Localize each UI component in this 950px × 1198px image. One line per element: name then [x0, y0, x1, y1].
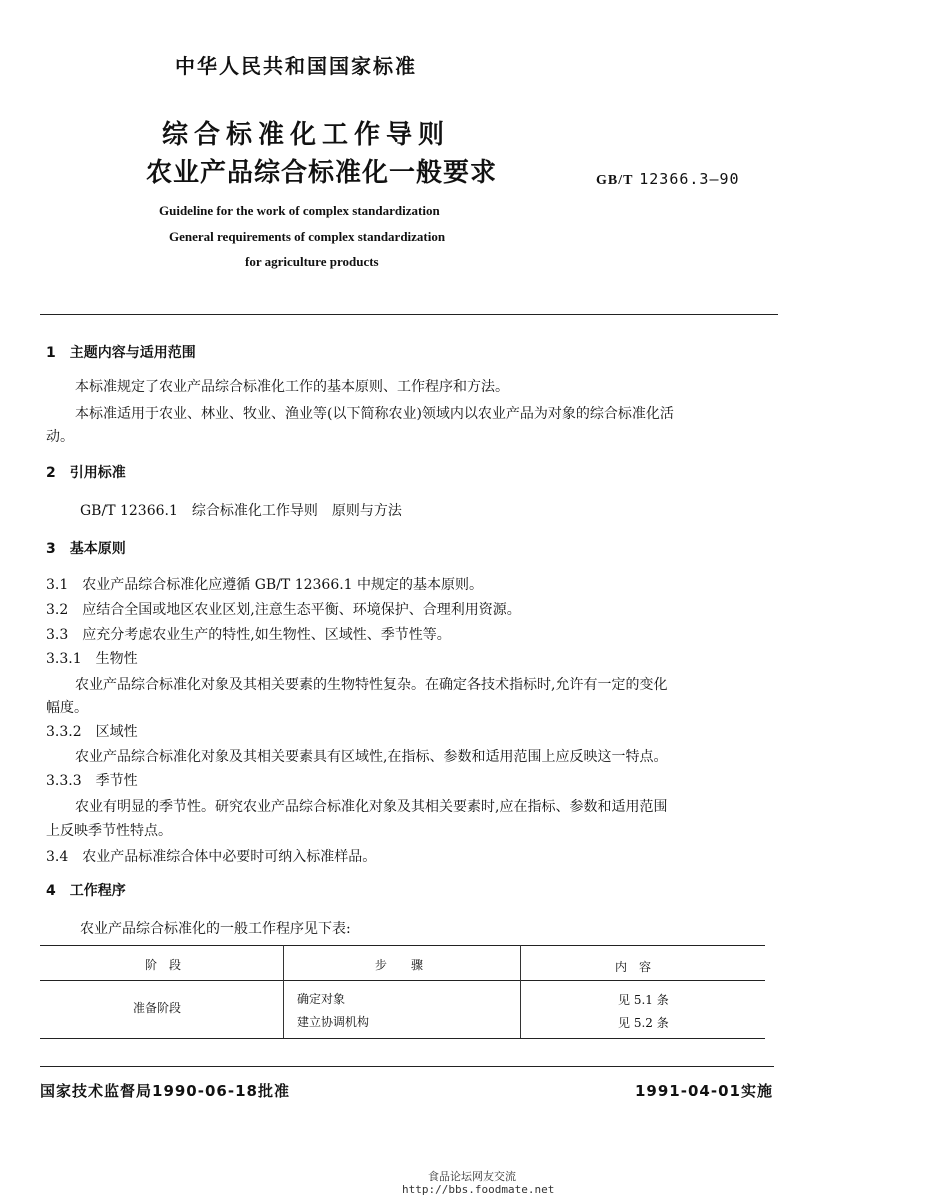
section-2-reference: GB/T 12366.1 综合标准化工作导则 原则与方法	[80, 503, 402, 519]
section-3-heading: 3 基本原则	[46, 541, 126, 557]
table-column-divider-2	[520, 945, 521, 1038]
section-2-heading: 2 引用标准	[46, 465, 126, 481]
standard-code	[596, 170, 740, 189]
section-1-paragraph-1: 本标准规定了农业产品综合标准化工作的基本原则、工作程序和方法。	[75, 379, 509, 395]
approval-date: 国家技术监督局1990-06-18批准	[40, 1082, 290, 1100]
table-header-stage: 阶 段	[145, 958, 182, 972]
table-cell-content-1: 见 5.1 条	[618, 993, 669, 1007]
clause-3-3-3-heading: 3.3.3 季节性	[46, 773, 138, 789]
watermark-line-2: http://bbs.foodmate.net	[402, 1183, 555, 1196]
table-header-rule	[40, 980, 765, 981]
section-1-heading: 1 主题内容与适用范围	[46, 345, 196, 361]
clause-3-4: 3.4 农业产品标准综合体中必要时可纳入标准样品。	[46, 849, 377, 865]
clause-3-3-3-paragraph-a: 农业有明显的季节性。研究农业产品综合标准化对象及其相关要素时,应在指标、参数和适用范围	[75, 799, 668, 815]
document-title-line1: 综合标准化工作导则	[162, 120, 451, 150]
clause-3-3-1-heading: 3.3.1 生物性	[46, 651, 138, 667]
clause-3-3-1-paragraph-b: 幅度。	[46, 700, 88, 716]
watermark-line-1: 食品论坛网友交流	[428, 1170, 516, 1183]
english-title-line3: for agriculture products	[245, 254, 379, 269]
section-1-paragraph-2a: 本标准适用于农业、林业、牧业、渔业等(以下简称农业)领域内以农业产品为对象的综合标准化活	[75, 406, 674, 422]
table-cell-step-1: 确定对象	[297, 992, 346, 1006]
effective-date: 1991-04-01实施	[635, 1082, 773, 1100]
table-cell-step-2: 建立协调机构	[297, 1015, 370, 1029]
english-title-line1: Guideline for the work of complex standardization	[159, 203, 440, 218]
table-cell-stage: 准备阶段	[133, 1001, 182, 1015]
standard-code-prefix: GB/T	[596, 173, 634, 188]
clause-3-1: 3.1 农业产品综合标准化应遵循 GB/T 12366.1 中规定的基本原则。	[46, 577, 484, 593]
clause-3-3-2-heading: 3.3.2 区域性	[46, 724, 138, 740]
section-4-intro: 农业产品综合标准化的一般工作程序见下表:	[80, 921, 351, 937]
table-header-content: 内 容	[615, 960, 652, 974]
clause-3-3: 3.3 应充分考虑农业生产的特性,如生物性、区域性、季节性等。	[46, 627, 451, 643]
clause-3-3-1-paragraph-a: 农业产品综合标准化对象及其相关要素的生物特性复杂。在确定各技术指标时,允许有一定的变化	[75, 677, 668, 693]
document-title-line2: 农业产品综合标准化一般要求	[146, 158, 498, 188]
section-1-paragraph-2b: 动。	[46, 429, 74, 445]
clause-3-3-2-paragraph: 农业产品综合标准化对象及其相关要素具有区域性,在指标、参数和适用范围上应反映这一特点。	[75, 749, 668, 765]
table-bottom-rule	[40, 1038, 765, 1039]
table-top-rule	[40, 945, 765, 946]
clause-3-2: 3.2 应结合全国或地区农业区划,注意生态平衡、环境保护、合理利用资源。	[46, 602, 521, 618]
clause-3-3-3-paragraph-b: 上反映季节性特点。	[46, 823, 172, 839]
header-divider	[40, 314, 778, 315]
table-column-divider-1	[283, 945, 284, 1038]
footer-divider	[40, 1066, 774, 1067]
english-title-line2: General requirements of complex standardization	[169, 229, 446, 244]
section-4-heading: 4 工作程序	[46, 883, 126, 899]
standard-code-number: 12366.3—90	[639, 170, 740, 188]
table-cell-content-2: 见 5.2 条	[618, 1016, 669, 1030]
issuing-country-title: 中华人民共和国国家标准	[175, 54, 417, 78]
table-header-steps: 步 骤	[375, 958, 424, 972]
